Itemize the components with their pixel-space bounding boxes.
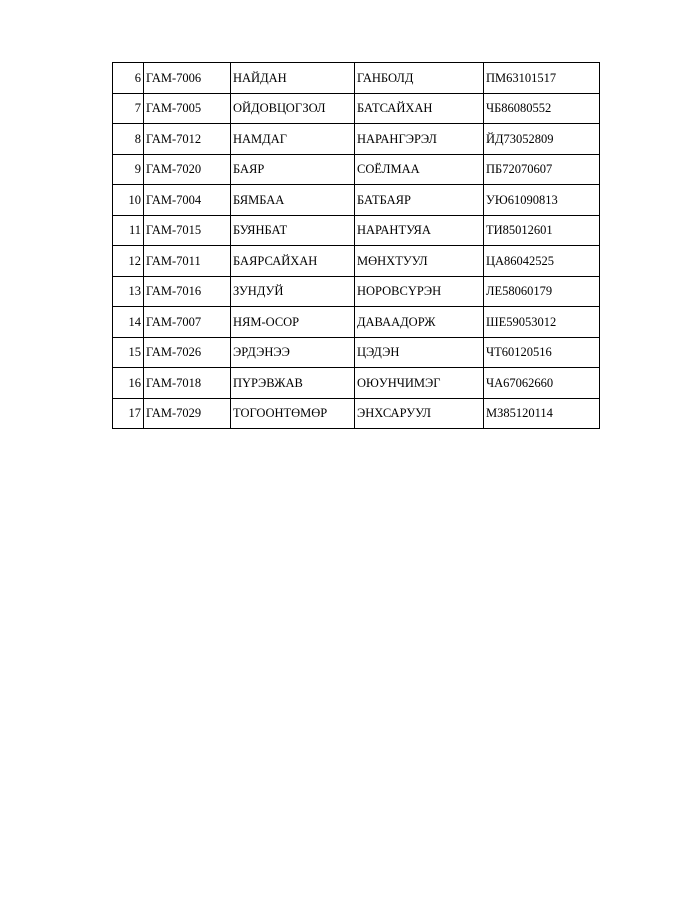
last-name-cell: НАРАНГЭРЭЛ: [355, 124, 484, 155]
roster-table-body: [113, 63, 600, 429]
code-cell: ГАМ-7007: [144, 307, 231, 338]
id-number-cell: МЗ85120114: [484, 398, 600, 429]
table-row: [113, 276, 600, 307]
first-name-cell: НАЙДАН: [231, 63, 355, 94]
row-number-cell: 6: [113, 63, 144, 94]
row-number-cell: 14: [113, 307, 144, 338]
id-number-cell: ЧТ60120516: [484, 337, 600, 368]
code-cell: ГАМ-7020: [144, 154, 231, 185]
id-number-cell: ТИ85012601: [484, 215, 600, 246]
first-name-cell: НЯМ-ОСОР: [231, 307, 355, 338]
id-number-cell: ЦА86042525: [484, 246, 600, 277]
row-number-cell: 15: [113, 337, 144, 368]
row-number-cell: 13: [113, 276, 144, 307]
last-name-cell: ЦЭДЭН: [355, 337, 484, 368]
table-row: [113, 124, 600, 155]
last-name-cell: БАТБАЯР: [355, 185, 484, 216]
first-name-cell: БАЯРСАЙХАН: [231, 246, 355, 277]
table-row: [113, 307, 600, 338]
table-row: [113, 246, 600, 277]
id-number-cell: УЮ61090813: [484, 185, 600, 216]
last-name-cell: СОЁЛМАА: [355, 154, 484, 185]
last-name-cell: НАРАНТУЯА: [355, 215, 484, 246]
first-name-cell: ОЙДОВЦОГЗОЛ: [231, 93, 355, 124]
id-number-cell: ЙД73052809: [484, 124, 600, 155]
first-name-cell: БАЯР: [231, 154, 355, 185]
table-row: [113, 185, 600, 216]
code-cell: ГАМ-7011: [144, 246, 231, 277]
last-name-cell: ДАВААДОРЖ: [355, 307, 484, 338]
row-number-cell: 7: [113, 93, 144, 124]
code-cell: ГАМ-7018: [144, 368, 231, 399]
row-number-cell: 17: [113, 398, 144, 429]
table-row: [113, 398, 600, 429]
id-number-cell: ШЕ59053012: [484, 307, 600, 338]
code-cell: ГАМ-7029: [144, 398, 231, 429]
row-number-cell: 10: [113, 185, 144, 216]
table-row: [113, 93, 600, 124]
table-row: [113, 337, 600, 368]
code-cell: ГАМ-7015: [144, 215, 231, 246]
last-name-cell: БАТСАЙХАН: [355, 93, 484, 124]
first-name-cell: БЯМБАА: [231, 185, 355, 216]
first-name-cell: БУЯНБАТ: [231, 215, 355, 246]
last-name-cell: ЭНХСАРУУЛ: [355, 398, 484, 429]
row-number-cell: 9: [113, 154, 144, 185]
last-name-cell: НОРОВСҮРЭН: [355, 276, 484, 307]
row-number-cell: 12: [113, 246, 144, 277]
id-number-cell: ПБ72070607: [484, 154, 600, 185]
row-number-cell: 11: [113, 215, 144, 246]
first-name-cell: ЭРДЭНЭЭ: [231, 337, 355, 368]
id-number-cell: ЧБ86080552: [484, 93, 600, 124]
last-name-cell: ОЮУНЧИМЭГ: [355, 368, 484, 399]
roster-table: [112, 62, 600, 429]
table-row: [113, 215, 600, 246]
code-cell: ГАМ-7016: [144, 276, 231, 307]
code-cell: ГАМ-7004: [144, 185, 231, 216]
last-name-cell: МӨНХТУУЛ: [355, 246, 484, 277]
table-row: [113, 63, 600, 94]
first-name-cell: ЗУНДУЙ: [231, 276, 355, 307]
first-name-cell: ТОГООНТӨМӨР: [231, 398, 355, 429]
first-name-cell: НАМДАГ: [231, 124, 355, 155]
table-row: [113, 154, 600, 185]
row-number-cell: 8: [113, 124, 144, 155]
code-cell: ГАМ-7026: [144, 337, 231, 368]
id-number-cell: ЧА67062660: [484, 368, 600, 399]
first-name-cell: ПҮРЭВЖАВ: [231, 368, 355, 399]
code-cell: ГАМ-7006: [144, 63, 231, 94]
table-row: [113, 368, 600, 399]
last-name-cell: ГАНБОЛД: [355, 63, 484, 94]
code-cell: ГАМ-7005: [144, 93, 231, 124]
row-number-cell: 16: [113, 368, 144, 399]
code-cell: ГАМ-7012: [144, 124, 231, 155]
id-number-cell: ПМ63101517: [484, 63, 600, 94]
id-number-cell: ЛЕ58060179: [484, 276, 600, 307]
